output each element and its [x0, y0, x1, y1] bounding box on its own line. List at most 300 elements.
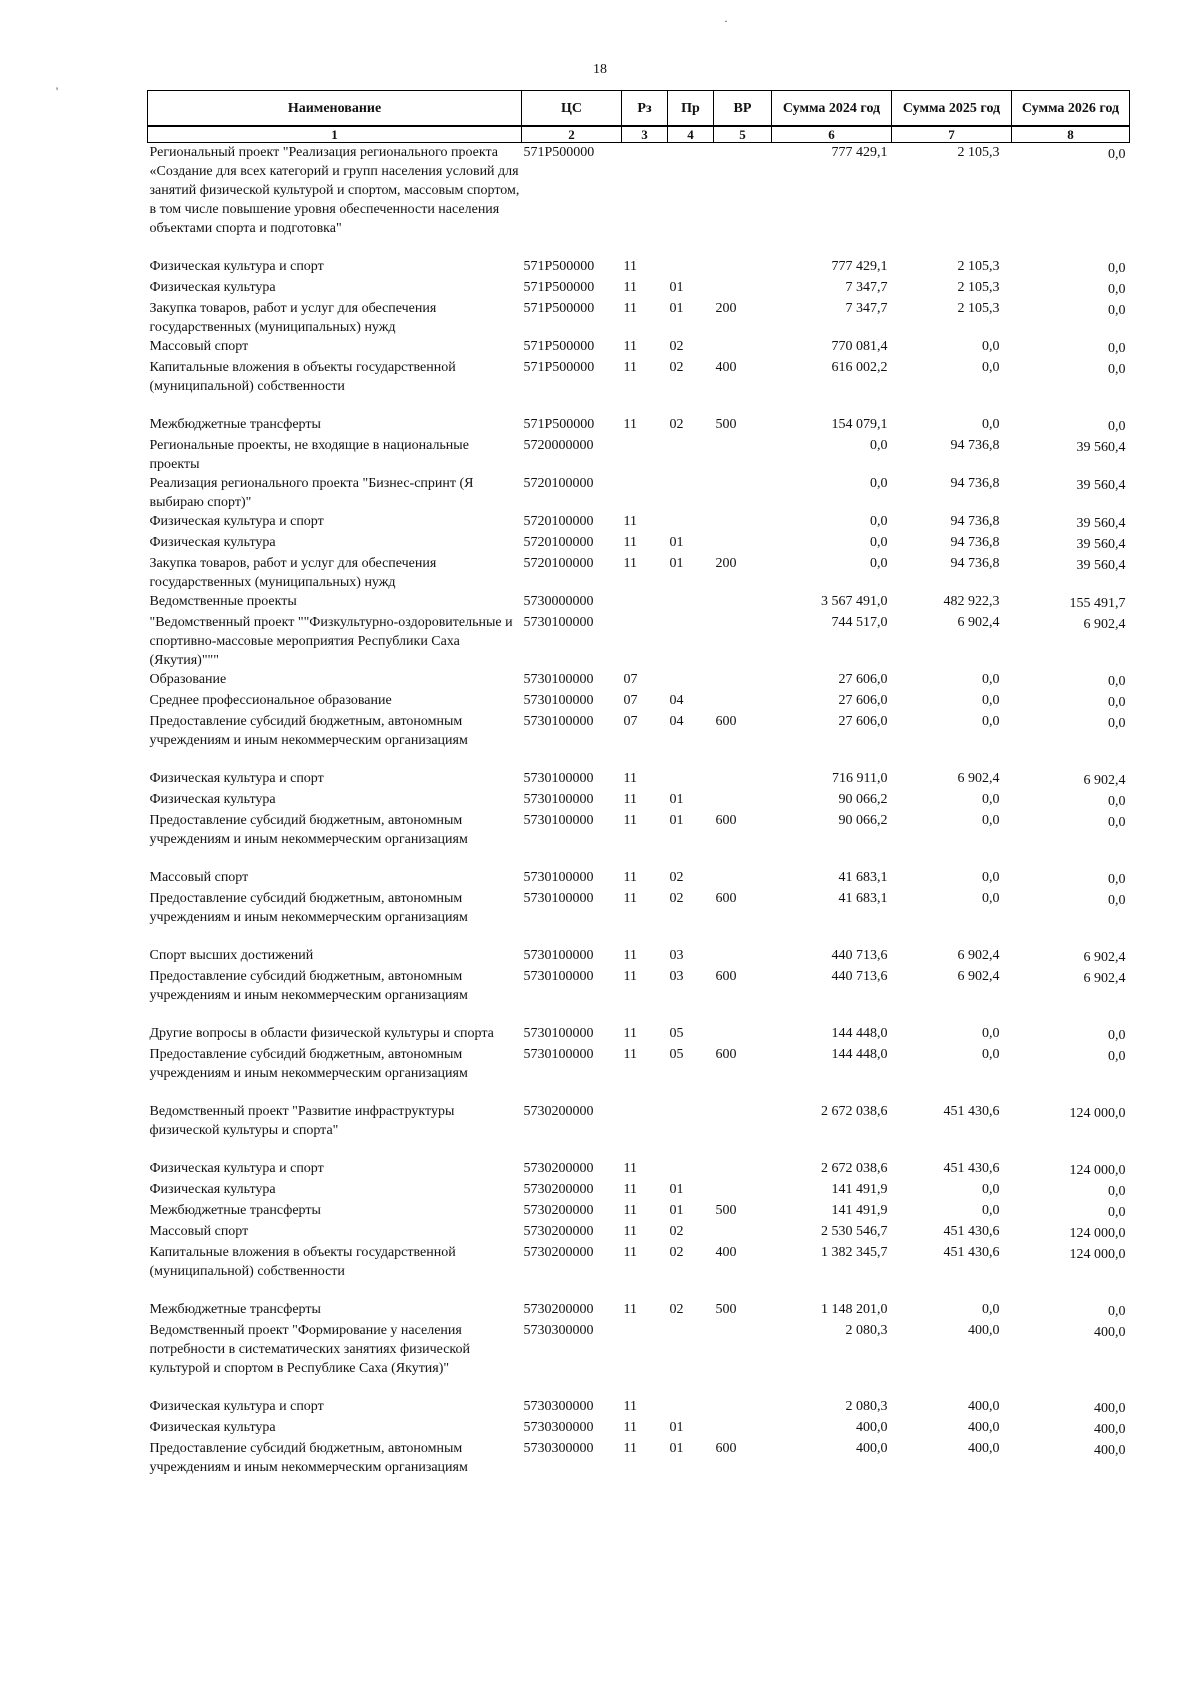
row-vr: 600 — [715, 714, 737, 729]
row-sum-2024: 1 382 345,7 — [821, 1245, 888, 1260]
row-sum-2024: 744 517,0 — [831, 615, 888, 630]
header-pr: Пр — [668, 91, 714, 127]
header-cs: ЦС — [522, 91, 622, 127]
table-row — [148, 670, 1130, 691]
row-rz: 11 — [623, 1420, 637, 1435]
row-pr — [668, 613, 714, 670]
row-sum-2026: 0,0 — [1108, 1028, 1126, 1043]
row-sum-2026: 6 902,4 — [1083, 617, 1126, 632]
row-pr: 01 — [669, 1420, 684, 1435]
table-row — [148, 1045, 1130, 1102]
row-rz: 07 — [623, 714, 638, 729]
table-row — [148, 1102, 1130, 1159]
row-cs: 5730200000 — [523, 1104, 594, 1119]
row-sum-2026: 0,0 — [1108, 1049, 1126, 1064]
row-rz — [622, 613, 668, 670]
row-sum-2026: 0,0 — [1108, 695, 1126, 710]
row-cs: 5730200000 — [523, 1302, 594, 1317]
row-sum-2025: 451 430,6 — [943, 1161, 1000, 1176]
row-pr — [668, 1321, 714, 1397]
row-name: Закупка товаров, работ и услуг для обеспечения государственных (муниципальных) нужд — [149, 301, 437, 335]
row-vr — [714, 1397, 772, 1418]
table-row — [148, 889, 1130, 946]
row-sum-2025: 94 736,8 — [950, 514, 1000, 529]
row-rz: 11 — [623, 792, 637, 807]
row-name: Предоставление субсидий бюджетным, автономным учреждениям и иным некоммерческим организациям — [149, 969, 468, 1003]
row-rz — [622, 436, 668, 474]
row-pr — [668, 670, 714, 691]
row-rz: 11 — [623, 969, 637, 984]
row-pr: 01 — [669, 1441, 684, 1456]
row-name: Ведомственный проект "Развитие инфраструктуры физической культуры и спорта" — [149, 1104, 455, 1138]
table-row — [148, 1321, 1130, 1397]
row-rz: 11 — [623, 891, 637, 906]
row-sum-2026: 0,0 — [1108, 674, 1126, 689]
row-sum-2025: 6 902,4 — [957, 771, 1000, 786]
row-vr — [714, 1222, 772, 1243]
row-cs: 5730100000 — [523, 969, 594, 984]
row-name: Физическая культура и спорт — [149, 1399, 324, 1414]
row-rz: 11 — [623, 514, 637, 529]
header-row — [148, 91, 1130, 127]
row-sum-2025: 0,0 — [982, 870, 1000, 885]
row-rz: 11 — [623, 1161, 637, 1176]
row-name: Предоставление субсидий бюджетным, автономным учреждениям и иным некоммерческим организациям — [149, 1047, 468, 1081]
row-vr — [714, 613, 772, 670]
row-pr — [668, 436, 714, 474]
row-sum-2026: 0,0 — [1108, 341, 1126, 356]
row-sum-2025: 94 736,8 — [950, 476, 1000, 491]
row-vr: 500 — [715, 1302, 737, 1317]
row-pr: 03 — [669, 969, 684, 984]
row-sum-2024: 0,0 — [870, 535, 888, 550]
table-row — [148, 358, 1130, 415]
row-name: Предоставление субсидий бюджетным, автономным учреждениям и иным некоммерческим организациям — [149, 891, 468, 925]
row-vr — [714, 946, 772, 967]
budget-table — [147, 90, 1130, 1477]
row-sum-2024: 400,0 — [856, 1441, 888, 1456]
row-sum-2024: 770 081,4 — [831, 339, 888, 354]
row-name: Физическая культура — [149, 792, 276, 807]
row-rz: 11 — [623, 1441, 637, 1456]
row-name: Массовый спорт — [149, 1224, 249, 1239]
row-sum-2024: 7 347,7 — [845, 301, 888, 316]
row-pr: 02 — [669, 1224, 684, 1239]
row-sum-2026: 39 560,4 — [1076, 537, 1126, 552]
row-cs: 571P500000 — [523, 339, 595, 354]
table-row — [148, 415, 1130, 436]
row-sum-2025: 0,0 — [982, 672, 1000, 687]
row-name: Другие вопросы в области физической культуры и спорта — [149, 1026, 494, 1041]
row-vr: 600 — [715, 969, 737, 984]
row-name: Межбюджетные трансферты — [149, 417, 321, 432]
table-row — [148, 1180, 1130, 1201]
table-row — [148, 299, 1130, 337]
table-row — [148, 436, 1130, 474]
row-cs: 5730200000 — [523, 1224, 594, 1239]
table-row — [148, 533, 1130, 554]
row-sum-2024: 2 672 038,6 — [821, 1161, 888, 1176]
row-vr — [714, 1418, 772, 1439]
row-rz: 11 — [623, 813, 637, 828]
column-number-row — [148, 126, 1130, 143]
row-sum-2026: 39 560,4 — [1076, 440, 1126, 455]
row-vr: 500 — [715, 1203, 737, 1218]
row-sum-2025: 0,0 — [982, 360, 1000, 375]
row-sum-2024: 2 530 546,7 — [821, 1224, 888, 1239]
row-cs: 5730100000 — [523, 948, 594, 963]
table-row — [148, 613, 1130, 670]
row-pr: 02 — [669, 339, 684, 354]
row-pr — [668, 1159, 714, 1180]
row-sum-2026: 0,0 — [1108, 261, 1126, 276]
row-name: Массовый спорт — [149, 870, 249, 885]
row-vr — [714, 512, 772, 533]
row-pr: 02 — [669, 1302, 684, 1317]
row-vr — [714, 670, 772, 691]
row-rz: 11 — [623, 1182, 637, 1197]
row-rz: 11 — [623, 556, 637, 571]
table-row — [148, 1439, 1130, 1477]
row-sum-2024: 440 713,6 — [831, 948, 888, 963]
table-row — [148, 691, 1130, 712]
row-sum-2024: 0,0 — [870, 556, 888, 571]
row-name: Физическая культура и спорт — [149, 259, 324, 274]
row-sum-2024: 27 606,0 — [838, 693, 888, 708]
row-pr: 01 — [669, 813, 684, 828]
row-sum-2026: 400,0 — [1094, 1422, 1126, 1437]
row-sum-2026: 0,0 — [1108, 815, 1126, 830]
row-sum-2025: 2 105,3 — [957, 301, 1000, 316]
row-sum-2025: 451 430,6 — [943, 1245, 1000, 1260]
row-vr — [714, 1102, 772, 1159]
row-sum-2024: 0,0 — [870, 438, 888, 453]
row-sum-2024: 27 606,0 — [838, 714, 888, 729]
row-sum-2025: 400,0 — [968, 1441, 1000, 1456]
row-pr: 04 — [669, 693, 684, 708]
row-cs: 5720100000 — [523, 476, 594, 491]
row-name: Среднее профессиональное образование — [149, 693, 392, 708]
row-pr: 02 — [669, 417, 684, 432]
row-sum-2026: 400,0 — [1094, 1443, 1126, 1458]
table-row — [148, 967, 1130, 1024]
row-sum-2024: 440 713,6 — [831, 969, 888, 984]
row-sum-2024: 3 567 491,0 — [821, 594, 888, 609]
row-name: Ведомственный проект "Формирование у населения потребности в систематических занятиях физической культурой и спортом в Республике Саха (Якутия)" — [149, 1323, 471, 1376]
row-sum-2024: 90 066,2 — [838, 813, 888, 828]
table-row — [148, 769, 1130, 790]
row-rz: 11 — [623, 1047, 637, 1062]
row-vr: 600 — [715, 1441, 737, 1456]
row-cs: 571P500000 — [523, 145, 595, 160]
row-cs: 571P500000 — [523, 301, 595, 316]
row-cs: 5730100000 — [523, 792, 594, 807]
row-sum-2025: 6 902,4 — [957, 615, 1000, 630]
row-vr — [714, 533, 772, 554]
row-sum-2024: 777 429,1 — [831, 259, 888, 274]
row-name: Физическая культура и спорт — [149, 1161, 324, 1176]
row-pr: 05 — [669, 1026, 684, 1041]
row-pr: 02 — [669, 870, 684, 885]
table-row — [148, 1300, 1130, 1321]
row-sum-2026: 39 560,4 — [1076, 478, 1126, 493]
row-rz — [622, 1321, 668, 1397]
table-row — [148, 143, 1130, 258]
table-row — [148, 1418, 1130, 1439]
row-pr — [668, 257, 714, 278]
row-cs: 5720100000 — [523, 535, 594, 550]
table-row — [148, 712, 1130, 769]
column-number: 3 — [622, 126, 668, 143]
table-row — [148, 592, 1130, 613]
row-pr — [668, 1397, 714, 1418]
row-name: Региональный проект "Реализация регионального проекта «Создание для всех категорий и групп населения условий для занятий физической культурой и спортом, массовым спортом, в том числе повышение уровня обеспеченности населения объектами спорта и подготовка" — [149, 145, 520, 236]
row-vr: 600 — [715, 1047, 737, 1062]
row-vr — [714, 436, 772, 474]
row-sum-2026: 155 491,7 — [1069, 596, 1126, 611]
row-cs: 571P500000 — [523, 259, 595, 274]
row-rz: 11 — [623, 1026, 637, 1041]
row-vr — [714, 769, 772, 790]
row-vr — [714, 143, 772, 258]
row-cs: 5730300000 — [523, 1399, 594, 1414]
row-sum-2026: 124 000,0 — [1069, 1106, 1126, 1121]
row-sum-2024: 2 672 038,6 — [821, 1104, 888, 1119]
row-vr: 400 — [715, 1245, 737, 1260]
row-vr — [714, 691, 772, 712]
row-sum-2024: 144 448,0 — [831, 1047, 888, 1062]
row-sum-2026: 6 902,4 — [1083, 971, 1126, 986]
row-sum-2025: 2 105,3 — [957, 259, 1000, 274]
row-sum-2024: 41 683,1 — [838, 891, 888, 906]
row-name: Реализация регионального проекта "Бизнес-спринт (Я выбираю спорт)" — [149, 476, 474, 510]
row-sum-2024: 2 080,3 — [845, 1399, 888, 1414]
row-pr: 01 — [669, 1203, 684, 1218]
row-pr — [668, 143, 714, 258]
row-sum-2025: 0,0 — [982, 417, 1000, 432]
row-name: Межбюджетные трансферты — [149, 1203, 321, 1218]
row-vr — [714, 790, 772, 811]
row-rz: 11 — [623, 771, 637, 786]
row-cs: 5730200000 — [523, 1203, 594, 1218]
row-sum-2025: 0,0 — [982, 1047, 1000, 1062]
row-pr — [668, 1102, 714, 1159]
row-sum-2026: 400,0 — [1094, 1325, 1126, 1340]
row-sum-2025: 94 736,8 — [950, 556, 1000, 571]
row-name: Закупка товаров, работ и услуг для обеспечения государственных (муниципальных) нужд — [149, 556, 437, 590]
row-sum-2025: 94 736,8 — [950, 535, 1000, 550]
row-sum-2025: 2 105,3 — [957, 280, 1000, 295]
row-sum-2026: 0,0 — [1108, 794, 1126, 809]
row-rz: 11 — [623, 1245, 637, 1260]
table-row — [148, 946, 1130, 967]
row-name: Физическая культура — [149, 1420, 276, 1435]
row-sum-2024: 716 911,0 — [832, 771, 888, 786]
row-cs: 5730100000 — [523, 771, 594, 786]
row-name: Физическая культура и спорт — [149, 514, 324, 529]
row-rz — [622, 474, 668, 512]
row-sum-2024: 616 002,2 — [831, 360, 888, 375]
column-number: 5 — [714, 126, 772, 143]
row-sum-2025: 0,0 — [982, 339, 1000, 354]
row-rz: 11 — [623, 301, 637, 316]
row-name: Региональные проекты, не входящие в национальные проекты — [149, 438, 469, 472]
row-name: Предоставление субсидий бюджетным, автономным учреждениям и иным некоммерческим организациям — [149, 1441, 468, 1475]
row-sum-2025: 0,0 — [982, 1302, 1000, 1317]
row-vr: 400 — [715, 360, 737, 375]
table-row — [148, 554, 1130, 592]
row-rz: 11 — [623, 339, 637, 354]
row-rz: 11 — [623, 417, 637, 432]
row-sum-2025: 0,0 — [982, 792, 1000, 807]
row-name: Предоставление субсидий бюджетным, автономным учреждениям и иным некоммерческим организациям — [149, 714, 468, 748]
column-number: 7 — [892, 126, 1012, 143]
row-sum-2026: 6 902,4 — [1083, 950, 1126, 965]
row-sum-2026: 0,0 — [1108, 303, 1126, 318]
row-sum-2024: 0,0 — [870, 476, 888, 491]
row-pr: 05 — [669, 1047, 684, 1062]
row-sum-2026: 0,0 — [1108, 1184, 1126, 1199]
row-rz: 11 — [623, 1399, 637, 1414]
row-sum-2025: 400,0 — [968, 1323, 1000, 1338]
row-sum-2025: 0,0 — [982, 693, 1000, 708]
row-sum-2024: 0,0 — [870, 514, 888, 529]
row-sum-2026: 124 000,0 — [1069, 1247, 1126, 1262]
row-rz — [622, 592, 668, 613]
row-name: "Ведомственный проект ""Физкультурно-оздоровительные и спортивно-массовые мероприятия Республики Саха (Якутия)""" — [149, 615, 513, 668]
row-sum-2025: 400,0 — [968, 1420, 1000, 1435]
row-rz: 11 — [623, 280, 637, 295]
row-pr — [668, 592, 714, 613]
row-sum-2024: 41 683,1 — [838, 870, 888, 885]
header-rz: Рз — [622, 91, 668, 127]
row-sum-2024: 400,0 — [856, 1420, 888, 1435]
row-name: Физическая культура — [149, 535, 276, 550]
row-cs: 5730100000 — [523, 870, 594, 885]
table-row — [148, 474, 1130, 512]
row-cs: 5730100000 — [523, 615, 594, 630]
row-cs: 5730200000 — [523, 1245, 594, 1260]
row-rz: 11 — [623, 259, 637, 274]
table-row — [148, 868, 1130, 889]
row-cs: 5720100000 — [523, 556, 594, 571]
row-pr: 01 — [669, 1182, 684, 1197]
row-vr — [714, 257, 772, 278]
row-sum-2025: 6 902,4 — [957, 948, 1000, 963]
row-sum-2024: 154 079,1 — [831, 417, 888, 432]
table-row — [148, 1024, 1130, 1045]
row-sum-2025: 0,0 — [982, 1203, 1000, 1218]
row-sum-2026: 124 000,0 — [1069, 1226, 1126, 1241]
table-row — [148, 1222, 1130, 1243]
row-sum-2024: 1 148 201,0 — [821, 1302, 888, 1317]
row-name: Массовый спорт — [149, 339, 249, 354]
row-sum-2026: 0,0 — [1108, 419, 1126, 434]
row-sum-2025: 451 430,6 — [943, 1104, 1000, 1119]
row-pr: 01 — [669, 792, 684, 807]
row-sum-2025: 2 105,3 — [957, 145, 1000, 160]
header-name: Наименование — [148, 91, 522, 127]
header-sum-2026: Сумма 2026 год — [1012, 91, 1130, 127]
row-cs: 5730100000 — [523, 714, 594, 729]
row-sum-2026: 39 560,4 — [1076, 516, 1126, 531]
row-cs: 5730000000 — [523, 594, 594, 609]
header-vr: ВР — [714, 91, 772, 127]
header-sum-2024: Сумма 2024 год — [772, 91, 892, 127]
table-row — [148, 1243, 1130, 1300]
row-sum-2026: 0,0 — [1108, 716, 1126, 731]
row-sum-2026: 400,0 — [1094, 1401, 1126, 1416]
row-sum-2024: 144 448,0 — [831, 1026, 888, 1041]
row-cs: 571P500000 — [523, 417, 595, 432]
row-vr — [714, 337, 772, 358]
scan-speck: · — [724, 14, 728, 28]
row-sum-2026: 0,0 — [1108, 893, 1126, 908]
row-sum-2026: 39 560,4 — [1076, 558, 1126, 573]
column-number: 8 — [1012, 126, 1130, 143]
row-sum-2025: 0,0 — [982, 813, 1000, 828]
row-name: Спорт высших достижений — [149, 948, 314, 963]
table-row — [148, 811, 1130, 868]
row-sum-2026: 0,0 — [1108, 872, 1126, 887]
row-cs: 5730300000 — [523, 1323, 594, 1338]
row-sum-2024: 7 347,7 — [845, 280, 888, 295]
row-cs: 5730100000 — [523, 672, 594, 687]
row-vr — [714, 592, 772, 613]
row-rz: 11 — [623, 948, 637, 963]
row-pr: 02 — [669, 1245, 684, 1260]
row-cs: 5730100000 — [523, 891, 594, 906]
row-sum-2024: 141 491,9 — [831, 1203, 888, 1218]
row-cs: 5730100000 — [523, 1026, 594, 1041]
scan-speck: ' — [56, 84, 59, 98]
row-sum-2024: 90 066,2 — [838, 792, 888, 807]
table-body — [148, 143, 1130, 1478]
row-rz: 11 — [623, 1302, 637, 1317]
row-name: Физическая культура — [149, 1182, 276, 1197]
row-rz: 07 — [623, 693, 638, 708]
row-sum-2025: 0,0 — [982, 891, 1000, 906]
row-sum-2025: 94 736,8 — [950, 438, 1000, 453]
row-sum-2024: 141 491,9 — [831, 1182, 888, 1197]
row-vr — [714, 278, 772, 299]
row-sum-2025: 400,0 — [968, 1399, 1000, 1414]
row-vr — [714, 1321, 772, 1397]
row-name: Межбюджетные трансферты — [149, 1302, 321, 1317]
row-pr: 01 — [669, 556, 684, 571]
table-row — [148, 337, 1130, 358]
row-rz: 11 — [623, 870, 637, 885]
row-sum-2024: 777 429,1 — [831, 145, 888, 160]
row-vr: 600 — [715, 813, 737, 828]
row-cs: 5730100000 — [523, 813, 594, 828]
row-pr: 04 — [669, 714, 684, 729]
row-sum-2026: 0,0 — [1108, 147, 1126, 162]
row-sum-2026: 0,0 — [1108, 282, 1126, 297]
row-rz: 11 — [623, 360, 637, 375]
row-sum-2025: 451 430,6 — [943, 1224, 1000, 1239]
row-vr: 500 — [715, 417, 737, 432]
table-row — [148, 512, 1130, 533]
row-sum-2025: 482 922,3 — [943, 594, 1000, 609]
table-row — [148, 1397, 1130, 1418]
row-pr — [668, 474, 714, 512]
row-cs: 5730300000 — [523, 1441, 594, 1456]
row-vr: 200 — [715, 556, 737, 571]
row-pr: 01 — [669, 535, 684, 550]
row-name: Физическая культура — [149, 280, 276, 295]
row-sum-2025: 6 902,4 — [957, 969, 1000, 984]
